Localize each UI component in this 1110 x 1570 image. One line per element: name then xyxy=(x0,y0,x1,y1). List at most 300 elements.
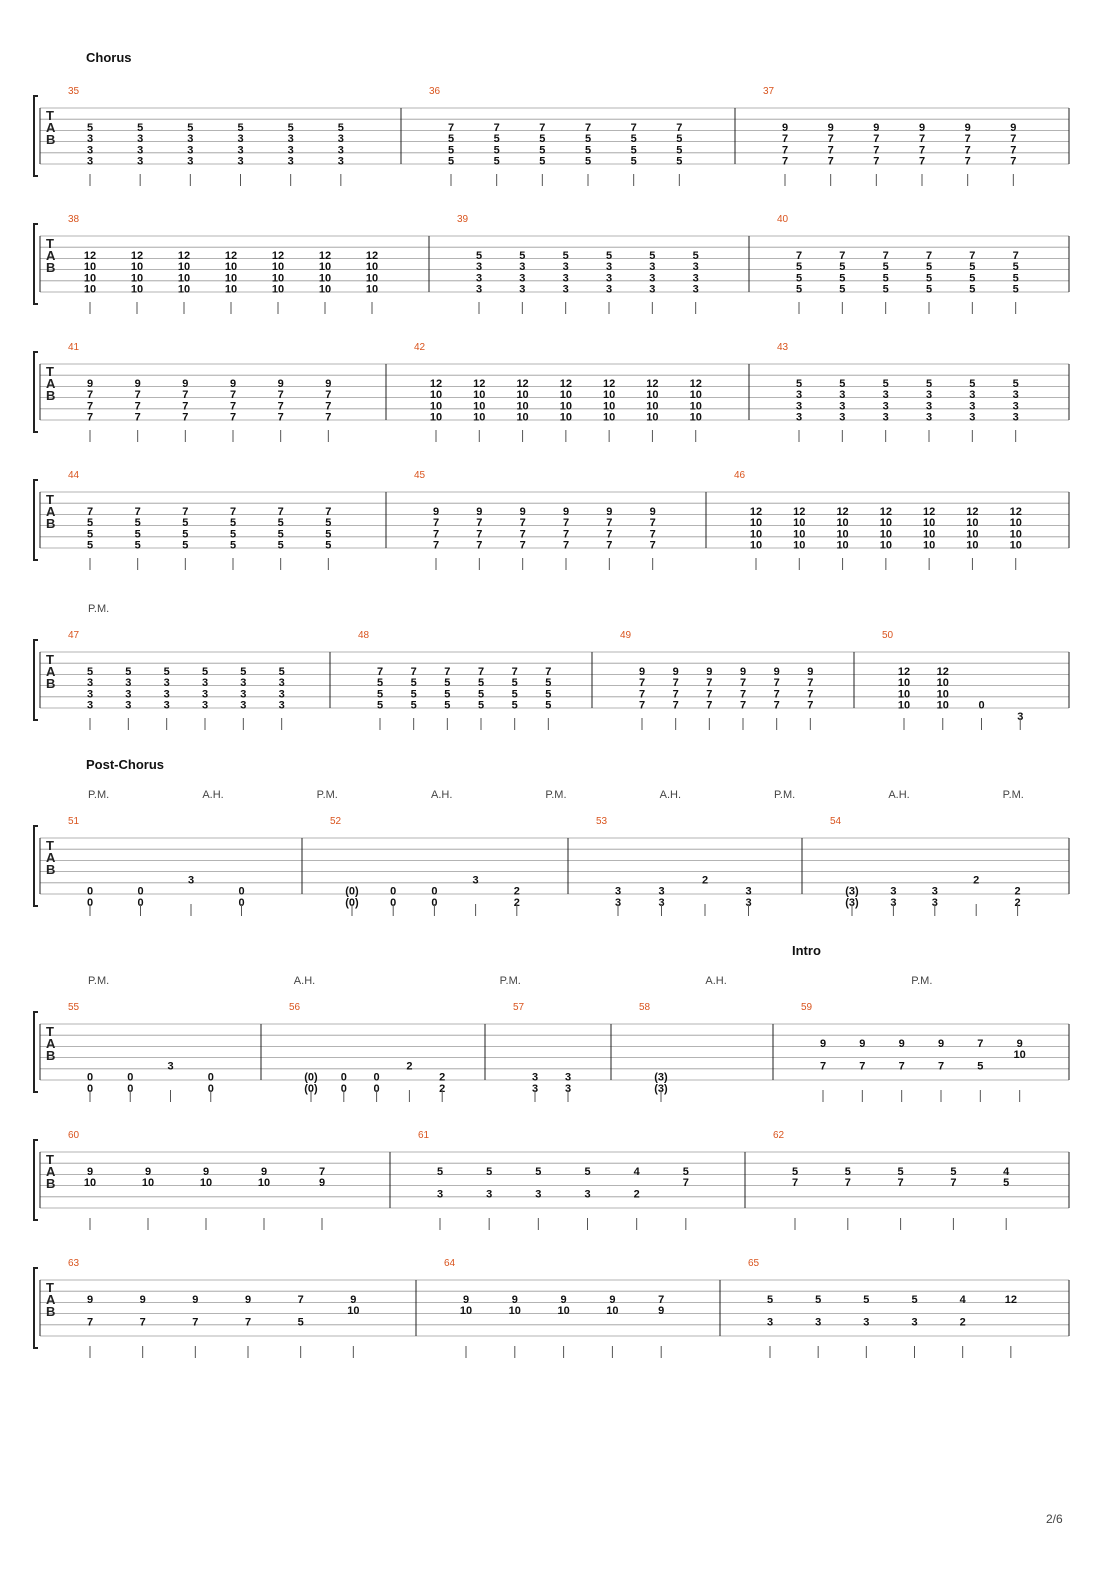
fret-number: 3 xyxy=(692,261,699,274)
fret-number: 5 xyxy=(477,688,485,701)
fret-number: 9 xyxy=(873,122,880,134)
fret-number: 7 xyxy=(476,539,483,552)
fret-number: 10 xyxy=(966,528,979,541)
fret-number: 3 xyxy=(337,144,344,157)
fret-number: 5 xyxy=(839,283,846,296)
fret-number: 12 xyxy=(749,506,763,518)
fret-number: 10 xyxy=(557,1305,570,1318)
fret-number: 9 xyxy=(192,1294,199,1306)
fret-number: 0 xyxy=(127,1082,134,1095)
fret-number: 10 xyxy=(606,1305,619,1318)
fret-number: 5 xyxy=(325,517,332,530)
fret-number: 0 xyxy=(340,1071,347,1084)
fret-number: 10 xyxy=(365,261,379,274)
fret-number: 7 xyxy=(672,677,679,690)
tab-clef-t: T xyxy=(46,364,54,379)
fret-number: 5 xyxy=(447,133,455,146)
fret-number: 5 xyxy=(630,144,637,157)
fret-number: 10 xyxy=(141,1177,155,1190)
annotation: P.M. xyxy=(316,789,338,801)
fret-number: 7 xyxy=(937,1060,945,1073)
fret-number: 10 xyxy=(749,528,763,541)
fret-number: 9 xyxy=(672,666,679,678)
fret-number: 7 xyxy=(672,688,679,701)
fret-number: 3 xyxy=(137,144,144,157)
fret-number: 12 xyxy=(836,506,849,518)
fret-number: 7 xyxy=(545,666,552,678)
fret-number: 5 xyxy=(584,133,592,146)
fret-number: 7 xyxy=(1010,155,1017,168)
fret-number: 12 xyxy=(793,506,806,518)
measure-number: 57 xyxy=(513,1002,525,1013)
fret-number: 5 xyxy=(86,528,94,541)
fret-number: 9 xyxy=(964,122,971,134)
fret-number: 3 xyxy=(187,155,194,168)
fret-number: 5 xyxy=(692,250,699,262)
fret-number: 5 xyxy=(839,378,846,390)
fret-number: 7 xyxy=(86,506,94,518)
fret-number: 3 xyxy=(337,155,344,168)
fret-number: 5 xyxy=(493,144,500,157)
section-label: Post-Chorus xyxy=(86,757,164,772)
fret-number: 7 xyxy=(606,517,613,530)
tab-clef-t: T xyxy=(46,236,54,251)
fret-number: 10 xyxy=(559,389,572,402)
fret-number: 3 xyxy=(187,133,194,146)
fret-number: 5 xyxy=(795,261,803,274)
fret-number: 7 xyxy=(432,539,440,552)
fret-number: 7 xyxy=(897,1177,904,1190)
fret-number: 7 xyxy=(773,699,780,712)
fret-number: 5 xyxy=(297,1316,304,1329)
fret-number: 9 xyxy=(432,506,440,518)
fret-number: 5 xyxy=(410,677,417,690)
fret-number: 10 xyxy=(966,517,979,530)
fret-number: 7 xyxy=(807,677,814,690)
fret-number: 0 xyxy=(373,1082,380,1095)
fret-number: 0 xyxy=(207,1082,214,1095)
fret-number: 12 xyxy=(689,378,702,390)
fret-number: (0) xyxy=(345,896,359,909)
fret-number: 9 xyxy=(277,378,284,390)
fret-number: 3 xyxy=(167,1060,174,1073)
fret-number: 9 xyxy=(476,506,483,518)
fret-number: 9 xyxy=(807,666,814,678)
tab-clef-b: B xyxy=(46,862,56,877)
fret-number: 3 xyxy=(584,1188,591,1201)
fret-number: 3 xyxy=(614,885,622,898)
fret-number: 3 xyxy=(931,896,938,909)
fret-number: 2 xyxy=(973,874,980,887)
annotation: P.M. xyxy=(1002,789,1024,801)
system-bracket xyxy=(34,1140,38,1220)
fret-number: 0 xyxy=(340,1082,347,1095)
system-bracket xyxy=(34,1268,38,1348)
fret-number: 7 xyxy=(318,1166,326,1178)
fret-number: 5 xyxy=(277,539,284,552)
fret-number: 5 xyxy=(493,155,500,168)
fret-number: 12 xyxy=(318,250,332,262)
fret-number: 10 xyxy=(749,517,763,530)
fret-number: 10 xyxy=(923,517,936,530)
fret-number: 0 xyxy=(127,1071,134,1084)
fret-number: 3 xyxy=(1012,411,1019,424)
fret-number: 5 xyxy=(950,1166,957,1178)
fret-number: 5 xyxy=(676,144,683,157)
fret-number: 3 xyxy=(278,699,285,712)
measure-number: 48 xyxy=(358,630,370,641)
fret-number: 7 xyxy=(1010,144,1017,157)
fret-number: 10 xyxy=(646,400,659,413)
fret-number: 10 xyxy=(365,272,379,285)
fret-number: 10 xyxy=(347,1305,360,1318)
fret-number: (0) xyxy=(304,1071,318,1084)
fret-number: 7 xyxy=(134,389,141,402)
fret-number: 9 xyxy=(139,1294,146,1306)
fret-number: 10 xyxy=(923,528,936,541)
tab-clef-a: A xyxy=(46,1164,56,1179)
measure-number: 61 xyxy=(418,1130,430,1141)
fret-number: 12 xyxy=(224,250,238,262)
fret-number: (3) xyxy=(654,1082,668,1095)
fret-number: 7 xyxy=(584,122,592,134)
fret-number: 5 xyxy=(182,539,189,552)
annotation: P.M. xyxy=(88,975,110,987)
fret-number: 10 xyxy=(646,411,659,424)
fret-number: (3) xyxy=(845,885,859,898)
fret-number: 7 xyxy=(839,250,846,262)
fret-number: 3 xyxy=(925,411,933,424)
measure-number: 54 xyxy=(830,816,842,827)
fret-number: 3 xyxy=(766,1316,774,1329)
fret-number: 12 xyxy=(516,378,529,390)
fret-number: 10 xyxy=(936,688,949,701)
fret-number: 10 xyxy=(1009,528,1022,541)
fret-number: 9 xyxy=(898,1038,905,1050)
fret-number: 7 xyxy=(325,411,332,424)
fret-number: 9 xyxy=(325,378,332,390)
fret-number: 5 xyxy=(436,1166,444,1178)
fret-number: 2 xyxy=(513,896,520,909)
measure-number: 53 xyxy=(596,816,608,827)
fret-number: 3 xyxy=(692,272,699,285)
fret-number: 10 xyxy=(559,400,572,413)
fret-number: (0) xyxy=(304,1082,318,1095)
fret-number: 3 xyxy=(649,261,656,274)
annotation: A.H. xyxy=(293,975,316,987)
fret-number: 7 xyxy=(277,400,284,413)
fret-number: 9 xyxy=(134,378,141,390)
tab-clef-t: T xyxy=(46,108,54,123)
fret-number: 7 xyxy=(918,133,926,146)
fret-number: 9 xyxy=(560,1294,567,1306)
fret-number: 5 xyxy=(676,133,683,146)
tab-clef-a: A xyxy=(46,664,56,679)
fret-number: 3 xyxy=(562,283,569,296)
fret-number: 7 xyxy=(807,688,814,701)
fret-number: 7 xyxy=(795,250,803,262)
fret-number: 7 xyxy=(706,688,713,701)
fret-number: (3) xyxy=(845,896,859,909)
fret-number: 12 xyxy=(646,378,659,390)
fret-number: 7 xyxy=(511,666,518,678)
annotation: P.M. xyxy=(88,789,110,801)
fret-number: 3 xyxy=(201,699,209,712)
annotation: A.H. xyxy=(431,789,453,801)
fret-number: 10 xyxy=(1013,1049,1026,1062)
fret-number: 9 xyxy=(182,378,189,390)
fret-number: 10 xyxy=(83,272,97,285)
fret-number: 5 xyxy=(486,1166,493,1178)
fret-number: 7 xyxy=(773,677,780,690)
fret-number: 5 xyxy=(1012,283,1019,296)
fret-number: 7 xyxy=(672,699,679,712)
fret-number: 3 xyxy=(925,400,933,413)
fret-number: 3 xyxy=(201,677,209,690)
fret-number: 3 xyxy=(240,699,247,712)
measure-number: 63 xyxy=(68,1258,80,1269)
tab-clef-a: A xyxy=(46,504,56,519)
fret-number: 3 xyxy=(475,272,483,285)
page-number: 2/6 xyxy=(1046,1512,1063,1526)
fret-number: 3 xyxy=(745,896,752,909)
fret-number: 5 xyxy=(839,261,846,274)
fret-number: 5 xyxy=(1012,272,1019,285)
annotation: A.H. xyxy=(202,789,224,801)
fret-number: 5 xyxy=(897,1166,904,1178)
fret-number: 12 xyxy=(923,506,936,518)
fret-number: 3 xyxy=(745,885,752,898)
measure-number: 50 xyxy=(882,630,894,641)
fret-number: 5 xyxy=(278,666,285,678)
fret-number: 10 xyxy=(473,400,486,413)
fret-number: 7 xyxy=(827,144,834,157)
fret-number: 7 xyxy=(229,506,237,518)
fret-number: 5 xyxy=(795,378,803,390)
fret-number: 3 xyxy=(337,133,344,146)
fret-number: 7 xyxy=(859,1060,866,1073)
fret-number: 5 xyxy=(795,272,803,285)
fret-number: 10 xyxy=(177,283,191,296)
fret-number: 7 xyxy=(898,1060,905,1073)
fret-number: 5 xyxy=(605,250,613,262)
fret-number: 3 xyxy=(925,389,933,402)
fret-number: 3 xyxy=(125,699,132,712)
fret-number: 9 xyxy=(638,666,646,678)
fret-number: 3 xyxy=(163,699,170,712)
fret-number: 5 xyxy=(925,261,933,274)
fret-number: 5 xyxy=(475,250,483,262)
fret-number: 10 xyxy=(83,1177,97,1190)
fret-number: 7 xyxy=(658,1294,665,1306)
fret-number: 7 xyxy=(519,539,526,552)
fret-number: 0 xyxy=(978,699,985,712)
fret-number: 3 xyxy=(519,283,526,296)
tab-clef-a: A xyxy=(46,376,56,391)
tab-clef-b: B xyxy=(46,1176,56,1191)
fret-number: 5 xyxy=(977,1060,984,1073)
fret-number: 10 xyxy=(508,1305,521,1318)
fret-number: 7 xyxy=(477,666,485,678)
fret-number: 5 xyxy=(511,699,518,712)
fret-number: 3 xyxy=(931,885,938,898)
fret-number: 3 xyxy=(163,688,170,701)
tab-clef-b: B xyxy=(46,676,56,691)
fret-number: 5 xyxy=(584,144,592,157)
fret-number: 3 xyxy=(839,411,846,424)
fret-number: 7 xyxy=(649,528,656,541)
fret-number: 10 xyxy=(224,283,238,296)
fret-number: 7 xyxy=(925,250,933,262)
tab-clef-a: A xyxy=(46,1036,56,1051)
fret-number: 0 xyxy=(390,885,397,898)
fret-number: 7 xyxy=(739,688,747,701)
fret-number: 3 xyxy=(562,261,569,274)
fret-number: 7 xyxy=(781,144,789,157)
fret-number: 10 xyxy=(318,272,332,285)
fret-number: 7 xyxy=(606,539,613,552)
fret-number: 5 xyxy=(134,517,141,530)
fret-number: 7 xyxy=(819,1060,827,1073)
fret-number: 9 xyxy=(1016,1038,1023,1050)
fret-number: 7 xyxy=(964,155,971,168)
fret-number: 9 xyxy=(609,1294,616,1306)
fret-number: 5 xyxy=(630,133,637,146)
fret-number: 3 xyxy=(531,1071,539,1084)
annotation: P.M. xyxy=(774,789,796,801)
fret-number: 3 xyxy=(86,155,94,168)
fret-number: 3 xyxy=(287,155,294,168)
fret-number: 9 xyxy=(1010,122,1017,134)
fret-number: 7 xyxy=(638,699,646,712)
fret-number: 10 xyxy=(130,261,144,274)
fret-number: 2 xyxy=(1014,896,1021,909)
tab-clef-a: A xyxy=(46,1292,56,1307)
fret-number: 9 xyxy=(773,666,780,678)
fret-number: 3 xyxy=(519,272,526,285)
fret-number: 5 xyxy=(535,1166,542,1178)
annotation: P.M. xyxy=(911,975,933,987)
fret-number: 3 xyxy=(911,1316,918,1329)
fret-number: 5 xyxy=(337,122,344,134)
fret-number: 10 xyxy=(793,528,806,541)
measure-number: 58 xyxy=(639,1002,651,1013)
fret-number: 5 xyxy=(925,272,933,285)
tab-clef-b: B xyxy=(46,260,56,275)
fret-number: 7 xyxy=(562,528,570,541)
system-bracket xyxy=(34,352,38,432)
fret-number: 5 xyxy=(844,1166,851,1178)
fret-number: 12 xyxy=(83,250,97,262)
annotation: A.H. xyxy=(888,789,910,801)
fret-number: 3 xyxy=(692,283,699,296)
fret-number: 0 xyxy=(86,1082,94,1095)
fret-number: 9 xyxy=(229,378,237,390)
fret-number: 3 xyxy=(436,1188,444,1201)
fret-number: 7 xyxy=(476,517,483,530)
measure-number: 35 xyxy=(68,86,80,97)
fret-number: 7 xyxy=(376,666,384,678)
fret-number: 10 xyxy=(318,261,332,274)
fret-number: 10 xyxy=(1009,539,1022,552)
fret-number: 3 xyxy=(658,885,665,898)
fret-number: 10 xyxy=(646,389,659,402)
fret-number: 12 xyxy=(177,250,191,262)
measure-number: 47 xyxy=(68,630,80,641)
fret-number: 3 xyxy=(187,144,194,157)
fret-number: 5 xyxy=(863,1294,870,1306)
fret-number: 10 xyxy=(271,283,285,296)
fret-number: 10 xyxy=(879,528,892,541)
system-bracket xyxy=(34,1012,38,1092)
fret-number: 3 xyxy=(882,389,889,402)
fret-number: 7 xyxy=(432,528,440,541)
fret-number: 3 xyxy=(890,885,897,898)
fret-number: 7 xyxy=(476,528,483,541)
fret-number: 3 xyxy=(605,261,613,274)
fret-number: 7 xyxy=(807,699,814,712)
fret-number: 12 xyxy=(1004,1294,1017,1306)
fret-number: 7 xyxy=(638,677,646,690)
fret-number: 7 xyxy=(432,517,440,530)
fret-number: 3 xyxy=(605,272,613,285)
fret-number: 5 xyxy=(444,677,451,690)
fret-number: 3 xyxy=(795,400,803,413)
fret-number: 10 xyxy=(897,677,911,690)
measure-number: 52 xyxy=(330,816,342,827)
fret-number: 12 xyxy=(936,666,949,678)
fret-number: 5 xyxy=(882,261,889,274)
fret-number: 5 xyxy=(584,1166,591,1178)
fret-number: 7 xyxy=(964,133,971,146)
fret-number: 10 xyxy=(199,1177,213,1190)
fret-number: 10 xyxy=(318,283,332,296)
fret-number: 5 xyxy=(545,699,552,712)
fret-number: 10 xyxy=(836,539,849,552)
fret-number: 5 xyxy=(410,699,417,712)
fret-number: 7 xyxy=(918,144,926,157)
fret-number: 7 xyxy=(791,1177,799,1190)
fret-number: 10 xyxy=(257,1177,271,1190)
system-bracket xyxy=(34,826,38,906)
fret-number: 5 xyxy=(240,666,247,678)
fret-number: 5 xyxy=(376,699,384,712)
fret-number: 10 xyxy=(516,411,529,424)
fret-number: 10 xyxy=(897,699,911,712)
fret-number: 9 xyxy=(260,1166,268,1178)
fret-number: 7 xyxy=(882,250,889,262)
fret-number: 5 xyxy=(545,688,552,701)
fret-number: (3) xyxy=(654,1071,668,1084)
fret-number: 5 xyxy=(376,677,384,690)
annotation: P.M. xyxy=(499,975,521,987)
fret-number: 7 xyxy=(781,133,789,146)
fret-number: 3 xyxy=(486,1188,493,1201)
fret-number: 5 xyxy=(410,688,417,701)
fret-number: 9 xyxy=(819,1038,827,1050)
fret-number: 7 xyxy=(325,400,332,413)
fret-number: 5 xyxy=(477,677,485,690)
tab-clef-a: A xyxy=(46,248,56,263)
tab-clef-b: B xyxy=(46,1304,56,1319)
fret-number: 9 xyxy=(706,666,713,678)
fret-number: 0 xyxy=(86,885,94,898)
fret-number: 3 xyxy=(795,411,803,424)
fret-number: 9 xyxy=(606,506,613,518)
fret-number: 5 xyxy=(584,155,592,168)
fret-number: 5 xyxy=(493,133,500,146)
fret-number: 9 xyxy=(202,1166,210,1178)
